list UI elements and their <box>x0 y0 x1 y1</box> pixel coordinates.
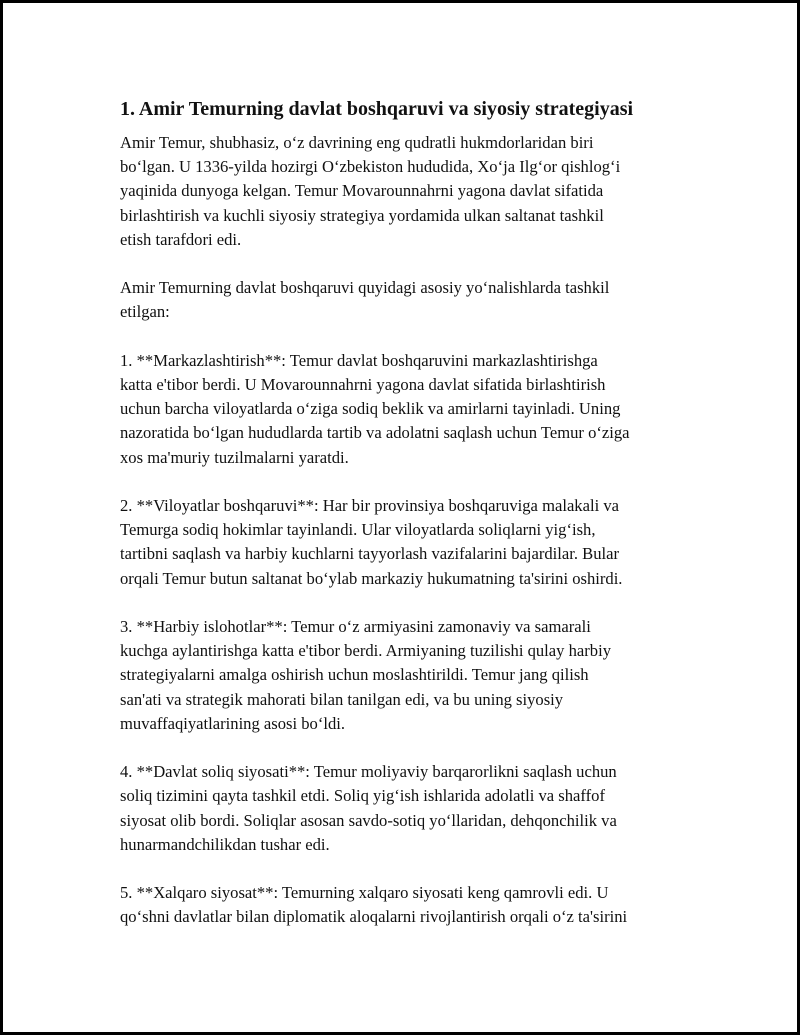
paragraph-centralization: 1. **Markazlashtirish**: Temur davlat boshqaruvini markazlashtirishga katta e'tibor berdi. U Movarounnahrni yagona davlat sifatida birlashtirish uchun barcha viloyatlarda o‘ziga sodiq beklik va amirlarni tayinladi. Uning nazoratida bo‘lgan hududlarda tartib va adolatni saqlash uchun Temur o‘ziga xos ma'muriy tuzilmalarni yaratdi. <box>120 350 630 467</box>
paragraph-military: 3. **Harbiy islohotlar**: Temur o‘z armiyasini zamonaviy va samarali kuchga aylantirishga katta e'tibor berdi. Armiyaning tuzilishi qulay harbiy strategiyalarni amalga oshirish uchun moslashtirildi. Temur jang qilish san'ati va strategik mahorati bilan tanilgan edi, va bu uning siyosiy muvaffaqiyatlarining asosi bo‘ldi. <box>120 617 611 733</box>
paragraph-foreign-policy: 5. **Xalqaro siyosat**: Temurning xalqaro siyosati keng qamrovli edi. U qo‘shni davlatlar bilan diplomatik aloqalarni rivojlantirish orqali o‘z ta'sirini <box>120 883 628 927</box>
paragraph-overview: Amir Temurning davlat boshqaruvi quyidagi asosiy yo‘nalishlarda tashkil etilgan: <box>120 278 610 322</box>
section-title: 1. Amir Temurning davlat boshqaruvi va siyosiy strategiyasi <box>120 98 634 120</box>
paragraph-taxation: 4. **Davlat soliq siyosati**: Temur moliyaviy barqarorlikni saqlash uchun soliq tizimini qayta tashkil etdi. Soliq yig‘ish ishlarida adolatli va shaffof siyosat olib bordi. Soliqlar asosan savdo-sotiq yo‘llaridan, dehqonchilik va hunarmandchilikdan tushar edi. <box>120 762 617 854</box>
paragraph-intro: Amir Temur, shubhasiz, o‘z davrining eng qudratli hukmdorlaridan biri bo‘lgan. U 1336-yilda hozirgi O‘zbekiston hududida, Xo‘ja Ilg‘or qishlog‘i yaqinida dunyoga kelgan. Temur Movarounnahrni yagona davlat sifatida birlashtirish va kuchli siyosiy strategiya yordamida ulkan saltanat tashkil etish tarafdori edi. <box>120 133 621 249</box>
document-body <box>120 95 695 954</box>
paragraph-provinces: 2. **Viloyatlar boshqaruvi**: Har bir provinsiya boshqaruviga malakali va Temurga sodiq hokimlar tayinlandi. Ular viloyatlarda soliqlarni yig‘ish, tartibni saqlash va harbiy kuchlarni tayyorlash vazifalarini bajardilar. Bular orqali Temur butun saltanat bo‘ylab markaziy hukumatning ta'sirini oshirdi. <box>120 496 623 588</box>
